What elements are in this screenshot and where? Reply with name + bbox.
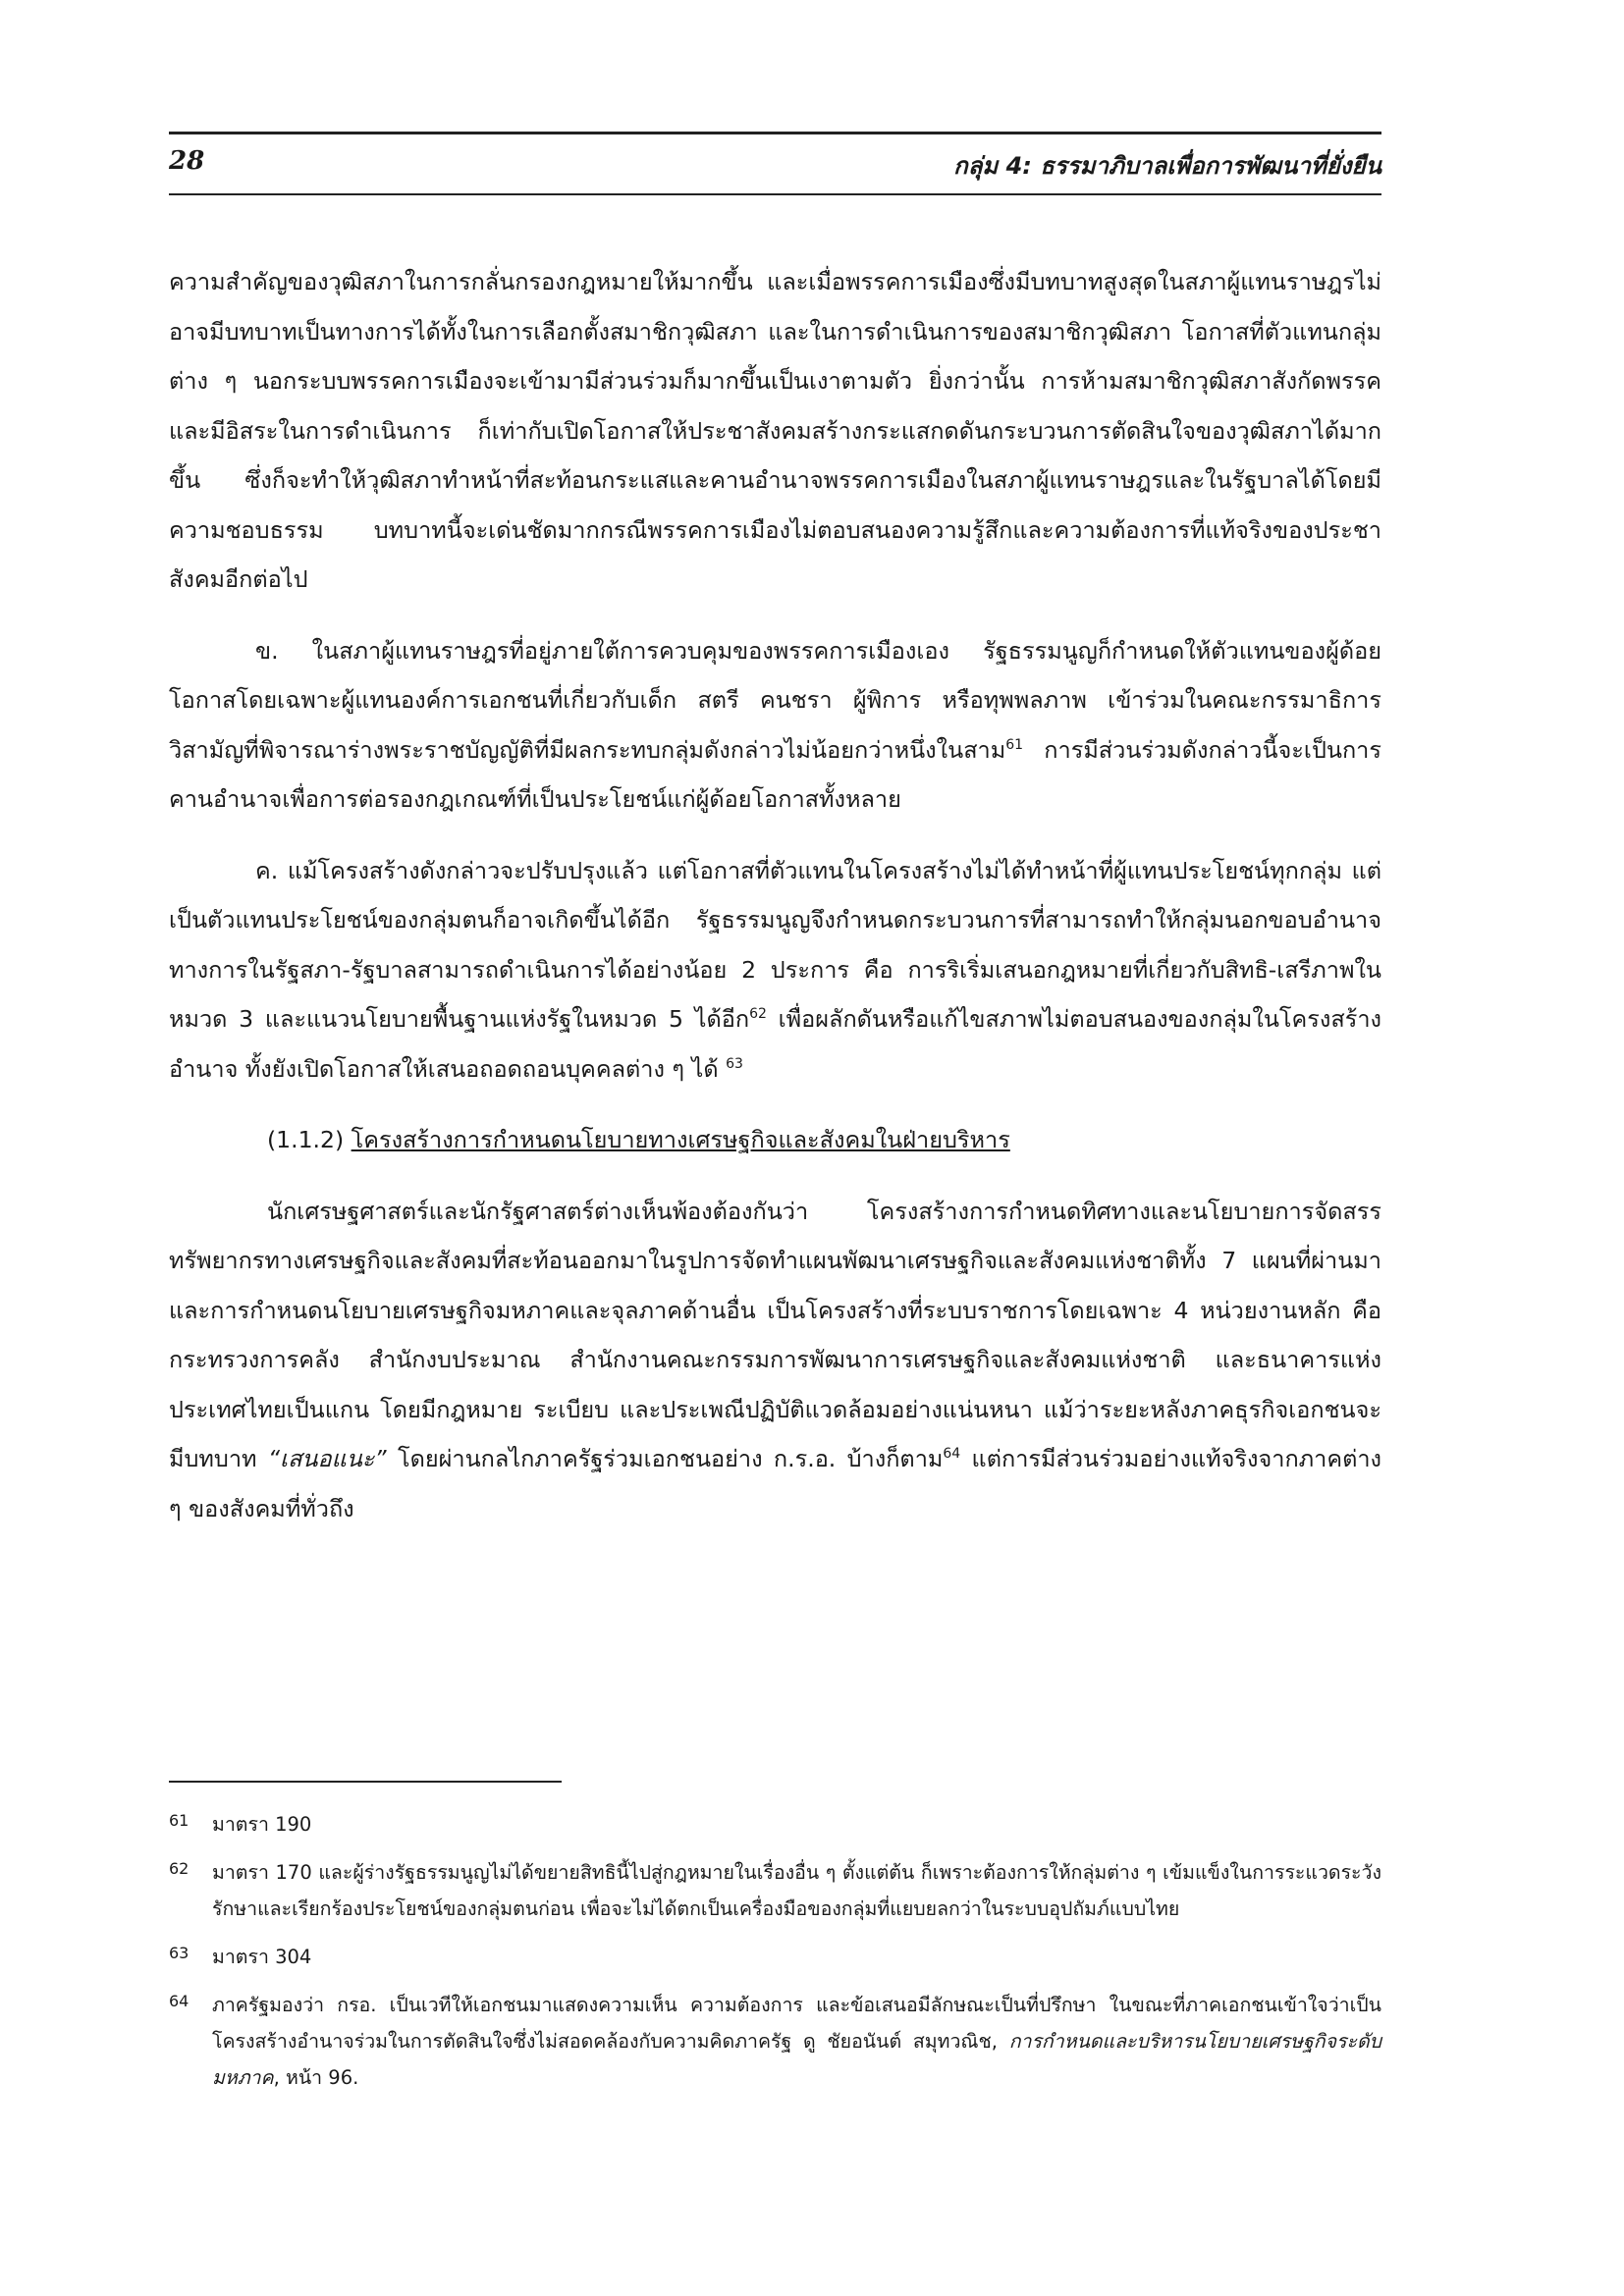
paragraph-item-kho: ข. ในสภาผู้แทนราษฎรที่อยู่ภายใต้การควบคุมของพรรคการเมืองเอง รัฐธรรมนูญก็กำหนดให้ตัวแทนของผู้ด้อยโอกาสโดยเฉพาะผู้แทนองค์การเอกชนที่เกี่ยวกับเด็ก สตรี คนชรา ผู้พิการ หรือทุพพลภาพ เข้าร่วมในคณะกรรมาธิการวิสามัญที่พิจารณาร่างพระราชบัญญัติที่มีผลกระทบกลุ่มดังกล่าวไม่น้อยกว่าหนึ่งในสาม$^{61}$ การมีส่วนร่วมดังกล่าวนี้จะเป็นการคานอำนาจเพื่อการต่อรองกฎเกณฑ์ที่เป็นประโยชน์แก่ผู้ด้อยโอกาสทั้งหลาย [169, 636, 1381, 813]
footnote-number: 63 [169, 1944, 189, 1962]
paragraph-4: นักเศรษฐศาสตร์และนักรัฐศาสตร์ต่างเห็นพ้องต้องกันว่า โครงสร้างการกำหนดทิศทางและนโยบายการจัดสรรทรัพยากรทางเศรษฐกิจและสังคมที่สะท้อนออกมาในรูปการจัดทำแผนพัฒนาเศรษฐกิจและสังคมแห่งชาติทั้ง 7 แผนที่ผ่านมา และการกำหนดนโยบายเศรษฐกิจมหภาคและจุลภาคด้านอื่น เป็นโครงสร้างที่ระบบราชการโดยเฉพาะ 4 หน่วยงานหลัก คือ กระทรวงการคลัง สำนักงบประมาณ สำนักงานคณะกรรมการพัฒนาการเศรษฐกิจและสังคมแห่งชาติ และธนาคารแห่งประเทศไทยเป็นแกน โดยมีกฎหมาย ระเบียบ และประเพณีปฏิบัติแวดล้อมอย่างแน่นหนา แม้ว่าระยะหลังภาคธุรกิจเอกชนจะมีบทบาท “เสนอแนะ” โดยผ่านกลไกภาครัฐร่วมเอกชนอย่าง ก.ร.อ. บ้างก็ตาม$^{64}$ แต่การมีส่วนร่วมอย่างแท้จริงจากภาคต่าง ๆ ของสังคมที่ทั่วถึง [169, 1197, 1382, 1522]
footnotes [169, 1806, 1381, 2096]
page-header [169, 132, 1381, 195]
footnote-ref-64[interactable]: 64 [943, 1446, 961, 1463]
paragraph-item-kho-khwai: ค. แม้โครงสร้างดังกล่าวจะปรับปรุงแล้ว แต่โอกาสที่ตัวแทนในโครงสร้างไม่ได้ทำหน้าที่ผู้แทนประโยชน์ทุกกลุ่ม แต่เป็นตัวแทนประโยชน์ของกลุ่มตนก็อาจเกิดขึ้นได้อีก รัฐธรรมนูญจึงกำหนดกระบวนการที่สามารถทำให้กลุ่มนอกขอบอำนาจทางการในรัฐสภา-รัฐบาลสามารถดำเนินการได้อย่างน้อย 2 ประการ คือ การริเริ่มเสนอกฎหมายที่เกี่ยวกับสิทธิ-เสรีภาพในหมวด 3 และแนวนโยบายพื้นฐานแห่งรัฐในหมวด 5 ได้อีก$^{62}$ เพื่อผลักดันหรือแก้ไขสภาพไม่ตอบสนองของกลุ่มในโครงสร้างอำนาจ ทั้งยังเปิดโอกาสให้เสนอถอดถอนบุคคลต่าง ๆ ได้ $^{63}$ [169, 856, 1381, 1083]
body-text [169, 257, 1381, 1533]
footnote-63 [169, 1939, 1381, 1975]
footnote-number: 62 [169, 1859, 189, 1878]
emphasis-quote: “เสนอแนะ” [267, 1445, 387, 1472]
section-title: โครงสร้างการกำหนดนโยบายทางเศรษฐกิจและสังคมในฝ่ายบริหาร [351, 1126, 1010, 1153]
footnote-ref-61[interactable]: 61 [1005, 736, 1024, 753]
footnote-64: 64 ภาครัฐมองว่า กรอ. เป็นเวทีให้เอกชนมาแสดงความเห็น ความต้องการ และข้อเสนอมีลักษณะเป็นที่ปรึกษา ในขณะที่ภาคเอกชนเข้าใจว่าเป็นโครงสร้างอำนาจร่วมในการตัดสินใจซึ่งไม่สอดคล้องกับความคิดภาครัฐ ดู ชัยอนันต์ สมุทวณิช, การกำหนดและบริหารนโยบายเศรษฐกิจระดับมหภาค, หน้า 96. [169, 1987, 1381, 2096]
document-page [169, 0, 1381, 2296]
footnote-text: ภาครัฐมองว่า กรอ. เป็นเวทีให้เอกชนมาแสดงความเห็น ความต้องการ และข้อเสนอมีลักษณะเป็นที่ปรึกษา ในขณะที่ภาคเอกชนเข้าใจว่าเป็นโครงสร้างอำนาจร่วมในการตัดสินใจซึ่งไม่สอดคล้องกับความคิดภาครัฐ ดู ชัยอนันต์ สมุทวณิช, [212, 1994, 1381, 2053]
footnote-ref-63[interactable]: 63 [726, 1055, 743, 1072]
section-number: (1.1.2) [267, 1126, 352, 1153]
footnote-text: มาตรา 170 และผู้ร่างรัฐธรรมนูญไม่ได้ขยายสิทธินี้ไปสู่กฎหมายในเรื่องอื่น ๆ ตั้งแต่ต้น ก็เพราะต้องการให้กลุ่มต่าง ๆ เข้มแข็งในการระแวดระวังรักษาและเรียกร้องประโยชน์ของกลุ่มตนก่อน เพื่อจะไม่ได้ตกเป็นเครื่องมือของกลุ่มที่แยบยลกว่าในระบบอุปถัมภ์แบบไทย [212, 1861, 1381, 1920]
running-title: กลุ่ม 4: ธรรมาภิบาลเพื่อการพัฒนาที่ยั่งยืน [953, 152, 1381, 180]
footnote-number: 64 [169, 1992, 189, 2010]
footnote-text: มาตรา 190 [212, 1813, 312, 1836]
paragraph-1: ความสำคัญของวุฒิสภาในการกลั่นกรองกฎหมายให้มากขึ้น และเมื่อพรรคการเมืองซึ่งมีบทบาทสูงสุดในสภาผู้แทนราษฎรไม่อาจมีบทบาทเป็นทางการได้ทั้งในการเลือกตั้งสมาชิกวุฒิสภา และในการดำเนินการของสมาชิกวุฒิสภา โอกาสที่ตัวแทนกลุ่มต่าง ๆ นอกระบบพรรคการเมืองจะเข้ามามีส่วนร่วมก็มากขึ้นเป็นเงาตามตัว ยิ่งกว่านั้น การห้ามสมาชิกวุฒิสภาสังกัดพรรคและมีอิสระในการดำเนินการ ก็เท่ากับเปิดโอกาสให้ประชาสังคมสร้างกระแสกดดันกระบวนการตัดสินใจของวุฒิสภาได้มากขึ้น ซึ่งก็จะทำให้วุฒิสภาทำหน้าที่สะท้อนกระแสและคานอำนาจพรรคการเมืองในสภาผู้แทนราษฎรและในรัฐบาลได้โดยมีความชอบธรรม บทบาทนี้จะเด่นชัดมากกรณีพรรคการเมืองไม่ตอบสนองความรู้สึกและความต้องการที่แท้จริงของประชาสังคมอีกต่อไป [169, 268, 1381, 593]
footnote-divider [169, 1781, 562, 1783]
footnote-61 [169, 1806, 1381, 1842]
footnote-ref-62[interactable]: 62 [749, 1006, 767, 1023]
footnote-text: มาตรา 304 [212, 1946, 312, 1968]
footnote-book-title: การกำหนดและบริหารนโยบายเศรษฐกิจระดับมหภาค [212, 2030, 1381, 2089]
page-number: 28 [169, 146, 205, 176]
footnote-62 [169, 1854, 1381, 1927]
footnote-number: 61 [169, 1811, 189, 1830]
section-heading [169, 1115, 1381, 1165]
